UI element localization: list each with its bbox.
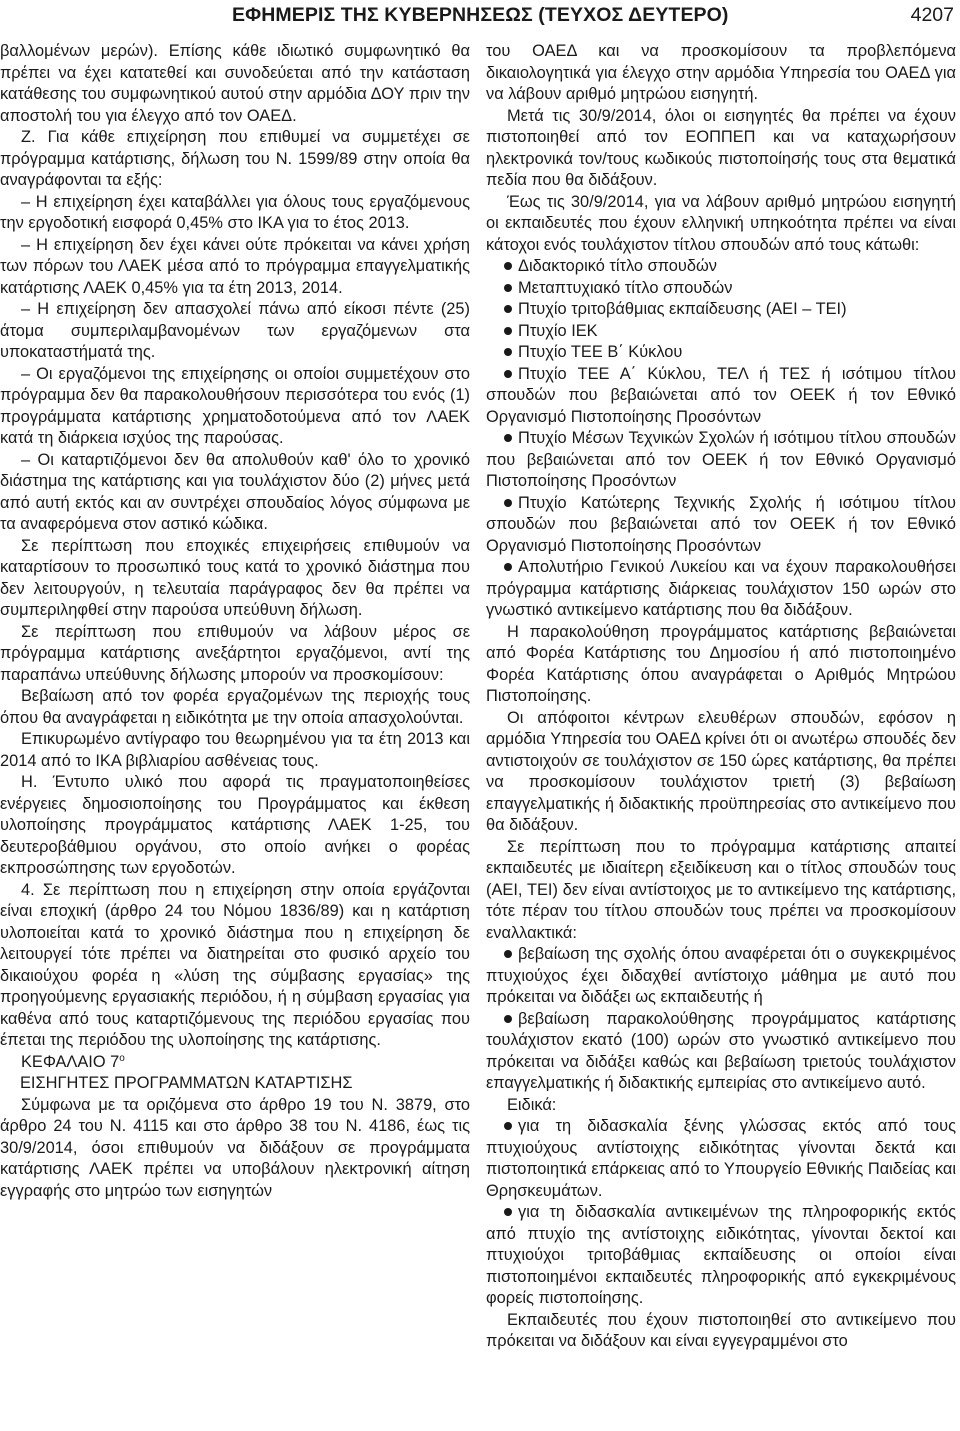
paragraph: Σε περίπτωση που επιθυμούν να λάβουν μέρος σε πρόγραμμα κατάρτισης ανεξάρτητοι εργαζόμενοι, αντί της παραπάνω υπεύθυνης δήλωσης μπορούν να προσκομίσουν: [0,622,470,684]
bullet-text: για τη διδασκαλία αντικειμένων της πληροφορικής εκτός από πτυχίο της αντίστοιχης ειδικότητας, γίνονται δεκτοί και πτυχιούχοι τριτοβάθμιας εκπαίδευσης οι οποίοι είναι πιστοποιημένοι εκπαιδευτές πληροφορικής από εγκεκριμένους φορείς πιστοποίησης. [486,1203,956,1307]
paragraph: – Η επιχείρηση έχει καταβάλλει για όλους τους εργαζόμενους την εργοδοτική εισφορά 0,45% στο ΙΚΑ για το έτος 2013. [0,192,470,232]
bullet-item [486,1202,956,1310]
paragraph: Οι απόφοιτοι κέντρων ελευθέρων σπουδών, εφόσον η αρμόδια Υπηρεσία του ΟΑΕΔ κρίνει ότι οι ανωτέρω σπουδές δεν αντιστοιχούν σε τουλάχιστον σε 150 ώρες κατάρτισης, θα πρέπει να προσκομίσουν τουλάχιστον τριετή (3) βεβαίωση επαγγελματικής ή διδακτικής προϋπηρεσίας στο αντικείμενο που θα διδάξουν. [486,708,956,834]
right-column [486,41,956,1353]
bullet-item [486,944,956,1009]
bullet-item [486,428,956,493]
bullet-text: Πτυχίο ΤΕΕ Α΄ Κύκλου, ΤΕΛ ή ΤΕΣ ή ισότιμου τίτλου σπουδών που βεβαιώνεται από τον ΟΕΕΚ ή τον Εθνικό Οργανισμό Πιστοποίησης Προσόντων [486,364,956,426]
paragraph: του ΟΑΕΔ και να προσκομίσουν τα προβλεπόμενα δικαιολογητικά για έλεγχο στην αρμόδια Υπηρεσία του ΟΑΕΔ για να λάβουν αριθμό μητρώου εισηγητή. [486,42,956,103]
paragraph: – Οι καταρτιζόμενοι δεν θα απολυθούν καθ' όλο το χρονικό διάστημα της κατάρτισης και για τουλάχιστον δύο (2) μήνες μετά από αυτή εκτός και αν συντρέχει σπουδαίος λόγος σύμφωνα με τα αναφερόμενα στον αστικό κώδικα. [0,450,470,533]
bullet-icon [504,1015,512,1023]
paragraph: βαλλομένων μερών). Επίσης κάθε ιδιωτικό συμφωνητικό θα πρέπει να έχει κατατεθεί και συνοδεύεται από την κατάσταση κατάθεσης του συμφωνητικού αυτού στην αρμόδια ΔΟΥ πριν την αποστολή του για έλεγχο από τον ΟΑΕΔ. [0,42,470,125]
chapter-heading [0,1052,470,1074]
bullet-icon [504,305,512,313]
bullet-item [486,1009,956,1095]
paragraph: Σύμφωνα με τα οριζόμενα στο άρθρο 19 του Ν. 3879, στο άρθρο 24 του Ν. 4115 και στο άρθρο 38 του Ν. 4186, έως τις 30/9/2014, όσοι επιθυμούν να διδάξουν σε προγράμματα κατάρτισης ΛΑΕΚ πρέπει να υποβάλουν ηλεκτρονική αίτηση εγγραφής στο μητρώο των εισηγητών [0,1095,470,1200]
bullet-item [486,342,956,364]
bullet-text: βεβαίωση της σχολής όπου αναφέρεται ότι ο συγκεκριμένος πτυχιούχος έχει διδαχθεί αντίστοιχο μάθημα με αυτό που πρόκειται να διδάξει ως εκπαιδευτής ή [486,945,956,1006]
bullet-text: Μεταπτυχιακό τίτλο σπουδών [518,278,733,297]
bullet-item [486,364,956,429]
paragraph: – Οι εργαζόμενοι της επιχείρησης οι οποίοι συμμετέχουν στο πρόγραμμα δεν θα παρακολουθήσουν περισσότερα του ενός (1) προγράμματα κατάρτισης χρηματοδοτούμενα από τον ΛΑΕΚ κατά τη διάρκεια ισχύος της παρούσας. [0,364,470,447]
bullet-icon [504,327,512,335]
paragraph: Επικυρωμένο αντίγραφο του θεωρημένου για τα έτη 2013 και 2014 από το ΙΚΑ βιβλιαρίου ασθένειας τους. [0,730,470,770]
bullet-text: Πτυχίο ΙΕΚ [518,321,598,340]
bullet-item [486,493,956,558]
bullet-text: Πτυχίο τριτοβάθμιας εκπαίδευσης (ΑΕΙ – ΤΕΙ) [518,300,847,318]
bullet-icon [504,434,512,442]
bullet-item [486,299,956,321]
section-heading: ΕΙΣΗΓΗΤΕΣ ΠΡΟΓΡΑΜΜΑΤΩΝ ΚΑΤΑΡΤΙΣΗΣ [20,1074,353,1092]
bullet-text: Πτυχίο ΤΕΕ Β΄ Κύκλου [518,343,683,361]
bullet-text: βεβαίωση παρακολούθησης προγράμματος κατάρτισης τουλάχιστον εκατό (100) ωρών στο γνωστικό αντικείμενο που πρόκειται να διδάξει καθώς και βεβαίωση τριετούς τουλάχιστον επαγγελματικής ή διδακτικής εμπειρίας στο αντικείμενο αυτό. [486,1009,956,1092]
bullet-icon [504,563,512,571]
bullet-item [486,256,956,278]
bullet-icon [504,348,512,356]
paragraph: Η. Έντυπο υλικό που αφορά τις πραγματοποιηθείσες ενέργειες δημοσιοποίησης του Προγράμματος και έκθεση υλοποίησης προγράμματος κατάρτισης ΛΑΕΚ 1-25, του δευτεροβάθμιου οργάνου, στο οποίο ανήκει ο φορέας εκπροσώπησης των εργοδοτών. [0,773,470,877]
paragraph: Μετά τις 30/9/2014, όλοι οι εισηγητές θα πρέπει να έχουν πιστοποιηθεί από τον ΕΟΠΠΕΠ και να καταχωρήσουν ηλεκτρονικά τον/τους κωδικούς πιστοποίησής τους στα θεματικά πεδία που θα διδάξουν. [486,106,956,189]
bullet-item [486,1116,956,1202]
bullet-item [486,321,956,343]
paragraph: Η παρακολούθηση προγράμματος κατάρτισης βεβαιώνεται από Φορέα Κατάρτισης του Δημοσίου ή από πιστοποιημένο Φορέα Κατάρτισης όπου αναγράφεται ο Αριθμός Μητρώου Πιστοποίησης. [486,622,956,705]
bullet-item [486,557,956,622]
paragraph: Ζ. Για κάθε επιχείρηση που επιθυμεί να συμμετέχει σε πρόγραμμα κατάρτισης, δήλωση του Ν. 1599/89 στην οποία θα αναγράφονται τα εξής: [0,128,470,189]
bullet-text: Απολυτήριο Γενικού Λυκείου και να έχουν παρακολουθήσει πρόγραμμα κατάρτισης διάρκειας τουλάχιστον 150 ωρών στο γνωστικό αντικείμενο κατάρτισης που θα διδάξουν. [486,558,956,619]
bullet-icon [504,1122,512,1130]
journal-title: ΕΦΗΜΕΡΙΣ ΤΗΣ ΚΥΒΕΡΝΗΣΕΩΣ (ΤΕΥΧΟΣ ΔΕΥΤΕΡΟ) [232,4,729,26]
paragraph: Σε περίπτωση που το πρόγραμμα κατάρτισης απαιτεί εκπαιδευτές με ιδιαίτερη εξειδίκευση και ο τίτλος σπουδών τους (ΑΕΙ, ΤΕΙ) δεν είναι αντίστοιχος με το αντικείμενο της κατάρτισης, τότε πέραν του τίτλου σπουδών τους πρέπει να προσκομίσουν εναλλακτικά: [486,837,956,942]
paragraph: Έως τις 30/9/2014, για να λάβουν αριθμό μητρώου εισηγητή οι εκπαιδευτές που έχουν ελληνική υπηκοότητα πρέπει να είναι κάτοχοι ενός τουλάχιστον τίτλου σπουδών από τους κάτωθι: [486,192,956,254]
bullet-icon [504,370,512,378]
paragraph: Σε περίπτωση που εποχικές επιχειρήσεις επιθυμούν να καταρτίσουν το προσωπικό τους κατά το χρονικό διάστημα που δεν λειτουργούν, η τελευταία παράγραφος δεν θα πρέπει να συμπεριληφθεί στην παρούσα υπεύθυνη δήλωση. [0,536,470,619]
paragraph: Βεβαίωση από τον φορέα εργαζομένων της περιοχής τους όπου θα αναγράφεται η ειδικότητα με την οποία απασχολούνται. [0,687,470,727]
chapter-heading-text: ΚΕΦΑΛΑΙΟ 7 [21,1052,120,1071]
bullet-text: Πτυχίο Κατώτερης Τεχνικής Σχολής ή ισότιμου τίτλου σπουδών που βεβαιώνεται από τον ΟΕΕΚ ή τον Εθνικό Οργανισμό Πιστοποίησης Προσόντων [486,493,956,555]
bullet-text: Πτυχίο Μέσων Τεχνικών Σχολών ή ισότιμου τίτλου σπουδών που βεβαιώνεται από τον ΟΕΕΚ ή τον Εθνικό Οργανισμό Πιστοποίησης Προσόντων [486,429,956,490]
paragraph: – Η επιχείρηση δεν έχει κάνει ούτε πρόκειται να κάνει χρήση των πόρων του ΛΑΕΚ μέσα από το πρόγραμμα επαγγελματικής κατάρτισης ΛΑΕΚ 0,45% για τα έτη 2013, 2014. [0,235,470,297]
bullet-text: Διδακτορικό τίτλο σπουδών [518,257,717,275]
paragraph: – Η επιχείρηση δεν απασχολεί πάνω από είκοσι πέντε (25) άτομα συμπεριλαμβανομένων των εργαζόμενων στα υποκαταστήματά της. [0,300,470,361]
chapter-heading-superscript: ο [119,1052,125,1064]
paragraph: 4. Σε περίπτωση που η επιχείρηση στην οποία εργάζονται είναι εποχική (άρθρο 24 του Νόμου 1836/89) και η κατάρτιση υλοποιείται κατά το χρονικό διάστημα που η επιχείρηση δε λειτουργεί τότε πρέπει να διατηρείται στο φυσικό αρχείο του δικαιούχου φορέα η «λύση της σύμβασης εργασίας» της προηγούμενης εργασιακής περιόδου, ή η σύμβαση εργασίας για καθένα από τους καταρτιζόμενους της περιόδου εργασίας που έπεται της περιόδου της υλοποίησης της κατάρτισης. [0,880,470,1049]
left-column [0,41,470,1202]
page-number: 4207 [910,4,954,26]
paragraph: Ειδικά: [507,1095,557,1114]
paragraph: Εκπαιδευτές που έχουν πιστοποιηθεί στο αντικείμενο που πρόκειται να διδάξουν και είναι εγγεγραμμένοι στο [486,1310,956,1350]
bullet-item [486,278,956,300]
bullet-icon [504,1208,512,1216]
bullet-icon [504,262,512,270]
bullet-text: για τη διδασκαλία ξένης γλώσσας εκτός από τους πτυχιούχους αντίστοιχης ειδικότητας γίνονται δεκτά και πιστοποιητικά επάρκειας από το Υπουργείο Εθνικής Παιδείας και Θρησκευμάτων. [486,1117,956,1200]
bullet-icon [504,284,512,292]
bullet-icon [504,950,512,958]
bullet-icon [504,499,512,507]
page-header [0,0,960,32]
